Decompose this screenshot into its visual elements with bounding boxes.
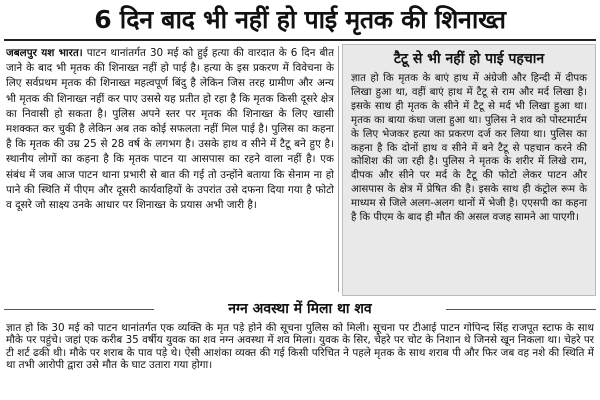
headline: 6 दिन बाद भी नहीं हो पाई मृतक की शिनाख्त — [94, 5, 506, 34]
sub-head-rule-right — [446, 309, 596, 310]
sidebar-title: टैटू से भी नहीं हो पाई पहचान — [393, 51, 545, 67]
sub-article-body: ज्ञात हो कि 30 मई को पाटन थानांतर्गत एक व्यक्ति के मृत पड़े होने की सूचना पुलिस को मिली। सूचना पर टीआई पाटन गोपिन्द सिंह राजपूत स्टाफ के साथ मौके पर पहुंचे। जहां एक करीब 35 वर्षीय युवक का शव नग्न अवस्था में शव मिला। युवक के सिर, चेहरे पर चोट के निशान थे जिनसे खून निकला था। चेहरे पर टी शर्ट ढकी थी। मौके पर शराब के पाव पड़े थे। ऐसी आशंका व्यक्त की गई किसी परिचित ने पहले मृतक के साथ शराब पी और फिर जब वह नशे की स्थिति में था तभी आरोपी द्वारा उसे मौत के घाट उतारा गया होगा। — [6, 322, 594, 372]
column-divider — [338, 46, 339, 292]
sub-head-rule-left — [4, 309, 154, 310]
dateline: जबलपुर यश भारत। — [6, 47, 83, 59]
sub-article-title: नग्न अवस्था में मिला था शव — [228, 301, 372, 317]
headline-rule — [4, 39, 596, 41]
sub-article-header — [4, 298, 596, 320]
main-article — [6, 46, 334, 292]
sidebar-body: ज्ञात हो कि मृतक के बाएं हाथ में अंग्रेजी और हिन्दी में दीपक लिखा हुआ था, वहीं बाएं हाथ में टैटू से राम और मर्द लिखा है। इसके साथ ही मृतक के सीने में टैटू से मर्द भी लिखा हुआ था। मृतक का बाया कंधा जला हुआ था। पुलिस ने शव को पोस्टमार्टम के लिए भेजकर हत्या का प्रकरण दर्ज कर लिया था। पुलिस का कहना है कि दोनों हाथ व सीने में बने टैटू से पहचान करने की कोशिश की जा रही है। पुलिस ने मृतक के शरीर में लिखे राम, दीपक और सीने पर मर्द के टैटू की फोटो लेकर पाटन और आसपास के क्षेत्र में प्रेषित की है। इसके साथ ही कंट्रोल रूम के माध्यम से जिले अलग-अलग थानों में भेजी है। एएसपी का कहना है कि पीएम के बाद ही मौत की असल वजह सामने आ पाएगी। — [351, 73, 587, 224]
main-article-body: पाटन थानांतर्गत 30 मई को हुई हत्या की वारदात के 6 दिन बीत जाने के बाद भी मृतक की शिनाख्त नहीं हो पाई है। हत्या के इस प्रकरण में विवेचना के लिए सर्वप्रथम मृतक की शिनाख्त महत्वपूर्ण बिंदु है लेकिन जिस तरह ग्रामीण और अन्य भी मृतक की शिनाख्त नहीं कर पाए उससे यह प्रतीत हो रहा है कि मृतक किसी दूसरे क्षेत्र का निवासी हो सकता है। पुलिस अपने स्तर पर मृतक की शिनाख्त के लिए खासी मशक्कत कर चुकी है लेकिन अब तक कोई सफलता नहीं मिल पाई है। पुलिस का कहना है कि मृतक की उम्र 25 से 28 वर्ष के लगभग है। उसके हाथ व सीने में टैटू बने हुए है। स्थानीय लोगों का कहना है कि मृतक पाटन या आसपास का रहने वाला नहीं है। एक संबंध में जब आज पाटन थाना प्रभारी से बात की गई तो उन्होंने बताया कि सेनाम ना हो पाने की स्थिति में पीएम और दूसरी कार्यवाहियों के उपरांत उसे दफना दिया गया है फोटो व दूसरे जो साक्ष्य उनके आधार पर शिनाख्त के प्रयास अभी जारी है। — [6, 47, 334, 212]
sidebar-box — [342, 44, 596, 296]
